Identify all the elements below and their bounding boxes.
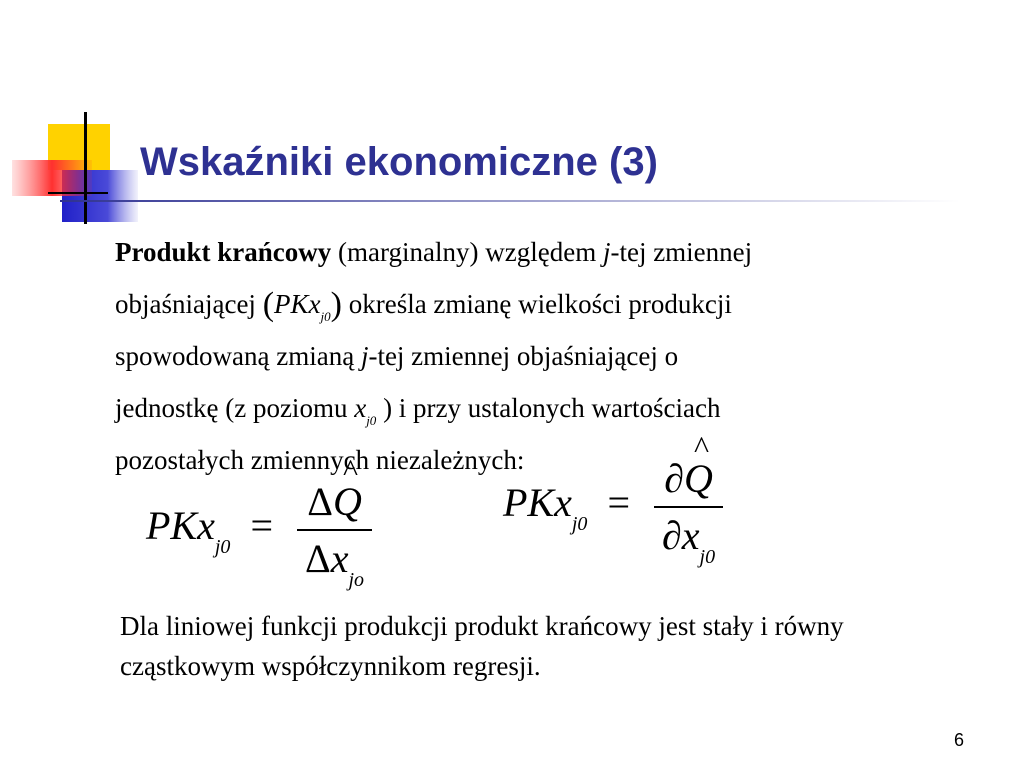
text-span: -tej zmiennej objaśniającej o (368, 341, 679, 371)
inline-symbol-x: x (354, 393, 367, 423)
formula-lhs: PKx (503, 480, 572, 526)
formula-lhs: PKx (146, 503, 215, 549)
definition-line-4 (115, 382, 955, 434)
delta-symbol: Δ (305, 536, 331, 581)
text-span: ) i przy ustalonych wartościach (376, 393, 721, 423)
denominator-variable: x (330, 536, 349, 581)
inline-subscript: j0 (320, 309, 331, 324)
text-span: (marginalny) względem (331, 237, 603, 267)
slide-title: Wskaźniki ekonomiczne (3) (140, 140, 658, 184)
partial-symbol: ∂ (664, 456, 684, 501)
fraction-denominator (297, 531, 372, 591)
definition-text (115, 226, 955, 486)
paren-close: ) (330, 286, 342, 323)
formula-lhs-subscript: j0 (214, 536, 231, 559)
equals-sign: = (607, 480, 630, 526)
linear-function-note: Dla liniowej funkcji produkcji produkt krańcowy jest stały i równy cząstkowym współczynnikom regresji. (120, 611, 844, 681)
fraction (654, 455, 723, 568)
text-span: spowodowaną zmianą (115, 341, 361, 371)
slide-decoration (0, 0, 140, 240)
fraction-numerator (297, 478, 372, 529)
partial-symbol: ∂ (662, 513, 682, 558)
equals-sign: = (250, 503, 273, 549)
definition-line-2 (115, 278, 955, 330)
italic-j: j (602, 237, 611, 267)
denominator-subscript: jo (348, 569, 365, 591)
paren-open: ( (262, 286, 275, 323)
q-hat: ^ Q (684, 455, 713, 502)
delta-symbol: Δ (307, 479, 333, 524)
text-span: -tej zmiennej (610, 237, 753, 267)
denominator-variable: x (681, 513, 700, 558)
q-hat: ^ Q (333, 478, 362, 525)
formula-partial (503, 455, 723, 568)
definition-line-1 (115, 226, 955, 278)
inline-subscript: j0 (366, 413, 377, 428)
term-bold: Produkt krańcowy (115, 237, 332, 267)
inline-symbol-pkx: PKx (274, 289, 321, 319)
fraction-denominator (654, 508, 723, 568)
denominator-subscript: j0 (699, 546, 716, 568)
fraction-numerator (654, 455, 723, 506)
text-span: objaśniającej (115, 289, 263, 319)
slide-number: 6 (953, 730, 964, 750)
text-span: jednostkę (z poziomu (115, 393, 355, 423)
fraction (297, 478, 372, 591)
text-span: pozostałych zmiennych niezależnych: (115, 445, 525, 475)
text-span: określa zmianę wielkości produkcji (341, 289, 732, 319)
italic-j: j (360, 341, 369, 371)
formula-discrete (146, 478, 372, 591)
formula-lhs-subscript: j0 (571, 513, 588, 536)
title-underline (60, 200, 960, 202)
definition-line-3 (115, 330, 955, 382)
